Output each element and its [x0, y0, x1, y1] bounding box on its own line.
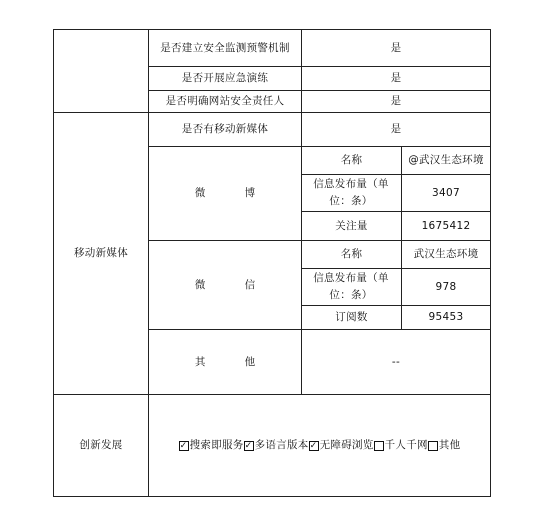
checkbox-group [179, 437, 461, 454]
monitor-value: 是 [390, 41, 402, 54]
owner-label: 是否明确网站安全责任人 [165, 95, 285, 107]
wechat-name-label: 名称 [340, 248, 363, 260]
other-value: -- [391, 355, 401, 368]
checkbox-label: 其他 [438, 439, 461, 451]
owner-value: 是 [390, 95, 402, 107]
weibo-follow-value: 1675412 [421, 219, 471, 232]
checkbox-label: 多语言版本 [254, 439, 309, 451]
checkbox-checked-icon[interactable]: ✓ [179, 440, 188, 451]
info-table [53, 29, 491, 497]
drill-value: 是 [390, 72, 402, 84]
other-label: 其 他 [194, 355, 274, 368]
wechat-name-value: 武汉生态环境 [413, 248, 479, 260]
checkbox-label: 搜索即服务 [189, 439, 244, 451]
checkbox-label: 千人千网 [384, 439, 428, 451]
wechat-sub-label: 订阅数 [335, 311, 368, 323]
border-bottom [53, 496, 491, 497]
wechat-sub-value: 95453 [428, 311, 464, 323]
weibo-posts-value: 3407 [432, 186, 460, 199]
checkbox-empty-icon[interactable] [374, 441, 384, 451]
monitor-label: 是否建立安全监测预警机制 [160, 41, 290, 54]
checkbox-label: 无障碍浏览 [319, 439, 374, 451]
has-mobile-value: 是 [390, 123, 402, 135]
drill-label: 是否开展应急演练 [181, 72, 269, 84]
weibo-posts-label: 信息发布量（单位：条） [313, 178, 389, 207]
wechat-label: 微 信 [194, 278, 274, 291]
mobile-section-label: 移动新媒体 [74, 247, 128, 259]
wechat-posts-label: 信息发布量（单位：条） [313, 272, 389, 301]
weibo-label: 微 博 [194, 187, 274, 199]
checkbox-checked-icon[interactable]: ✓ [309, 440, 318, 451]
has-mobile-label: 是否有移动新媒体 [181, 123, 269, 135]
weibo-name-value: @武汉生态环境 [408, 154, 484, 166]
wechat-posts-value: 978 [435, 280, 457, 293]
weibo-follow-label: 关注量 [335, 219, 368, 232]
checkbox-empty-icon[interactable] [428, 441, 438, 451]
weibo-name-label: 名称 [340, 154, 363, 166]
border-right [490, 29, 491, 497]
innovation-options [149, 395, 490, 496]
innovation-label: 创新发展 [79, 439, 123, 451]
checkbox-checked-icon[interactable]: ✓ [244, 440, 253, 451]
